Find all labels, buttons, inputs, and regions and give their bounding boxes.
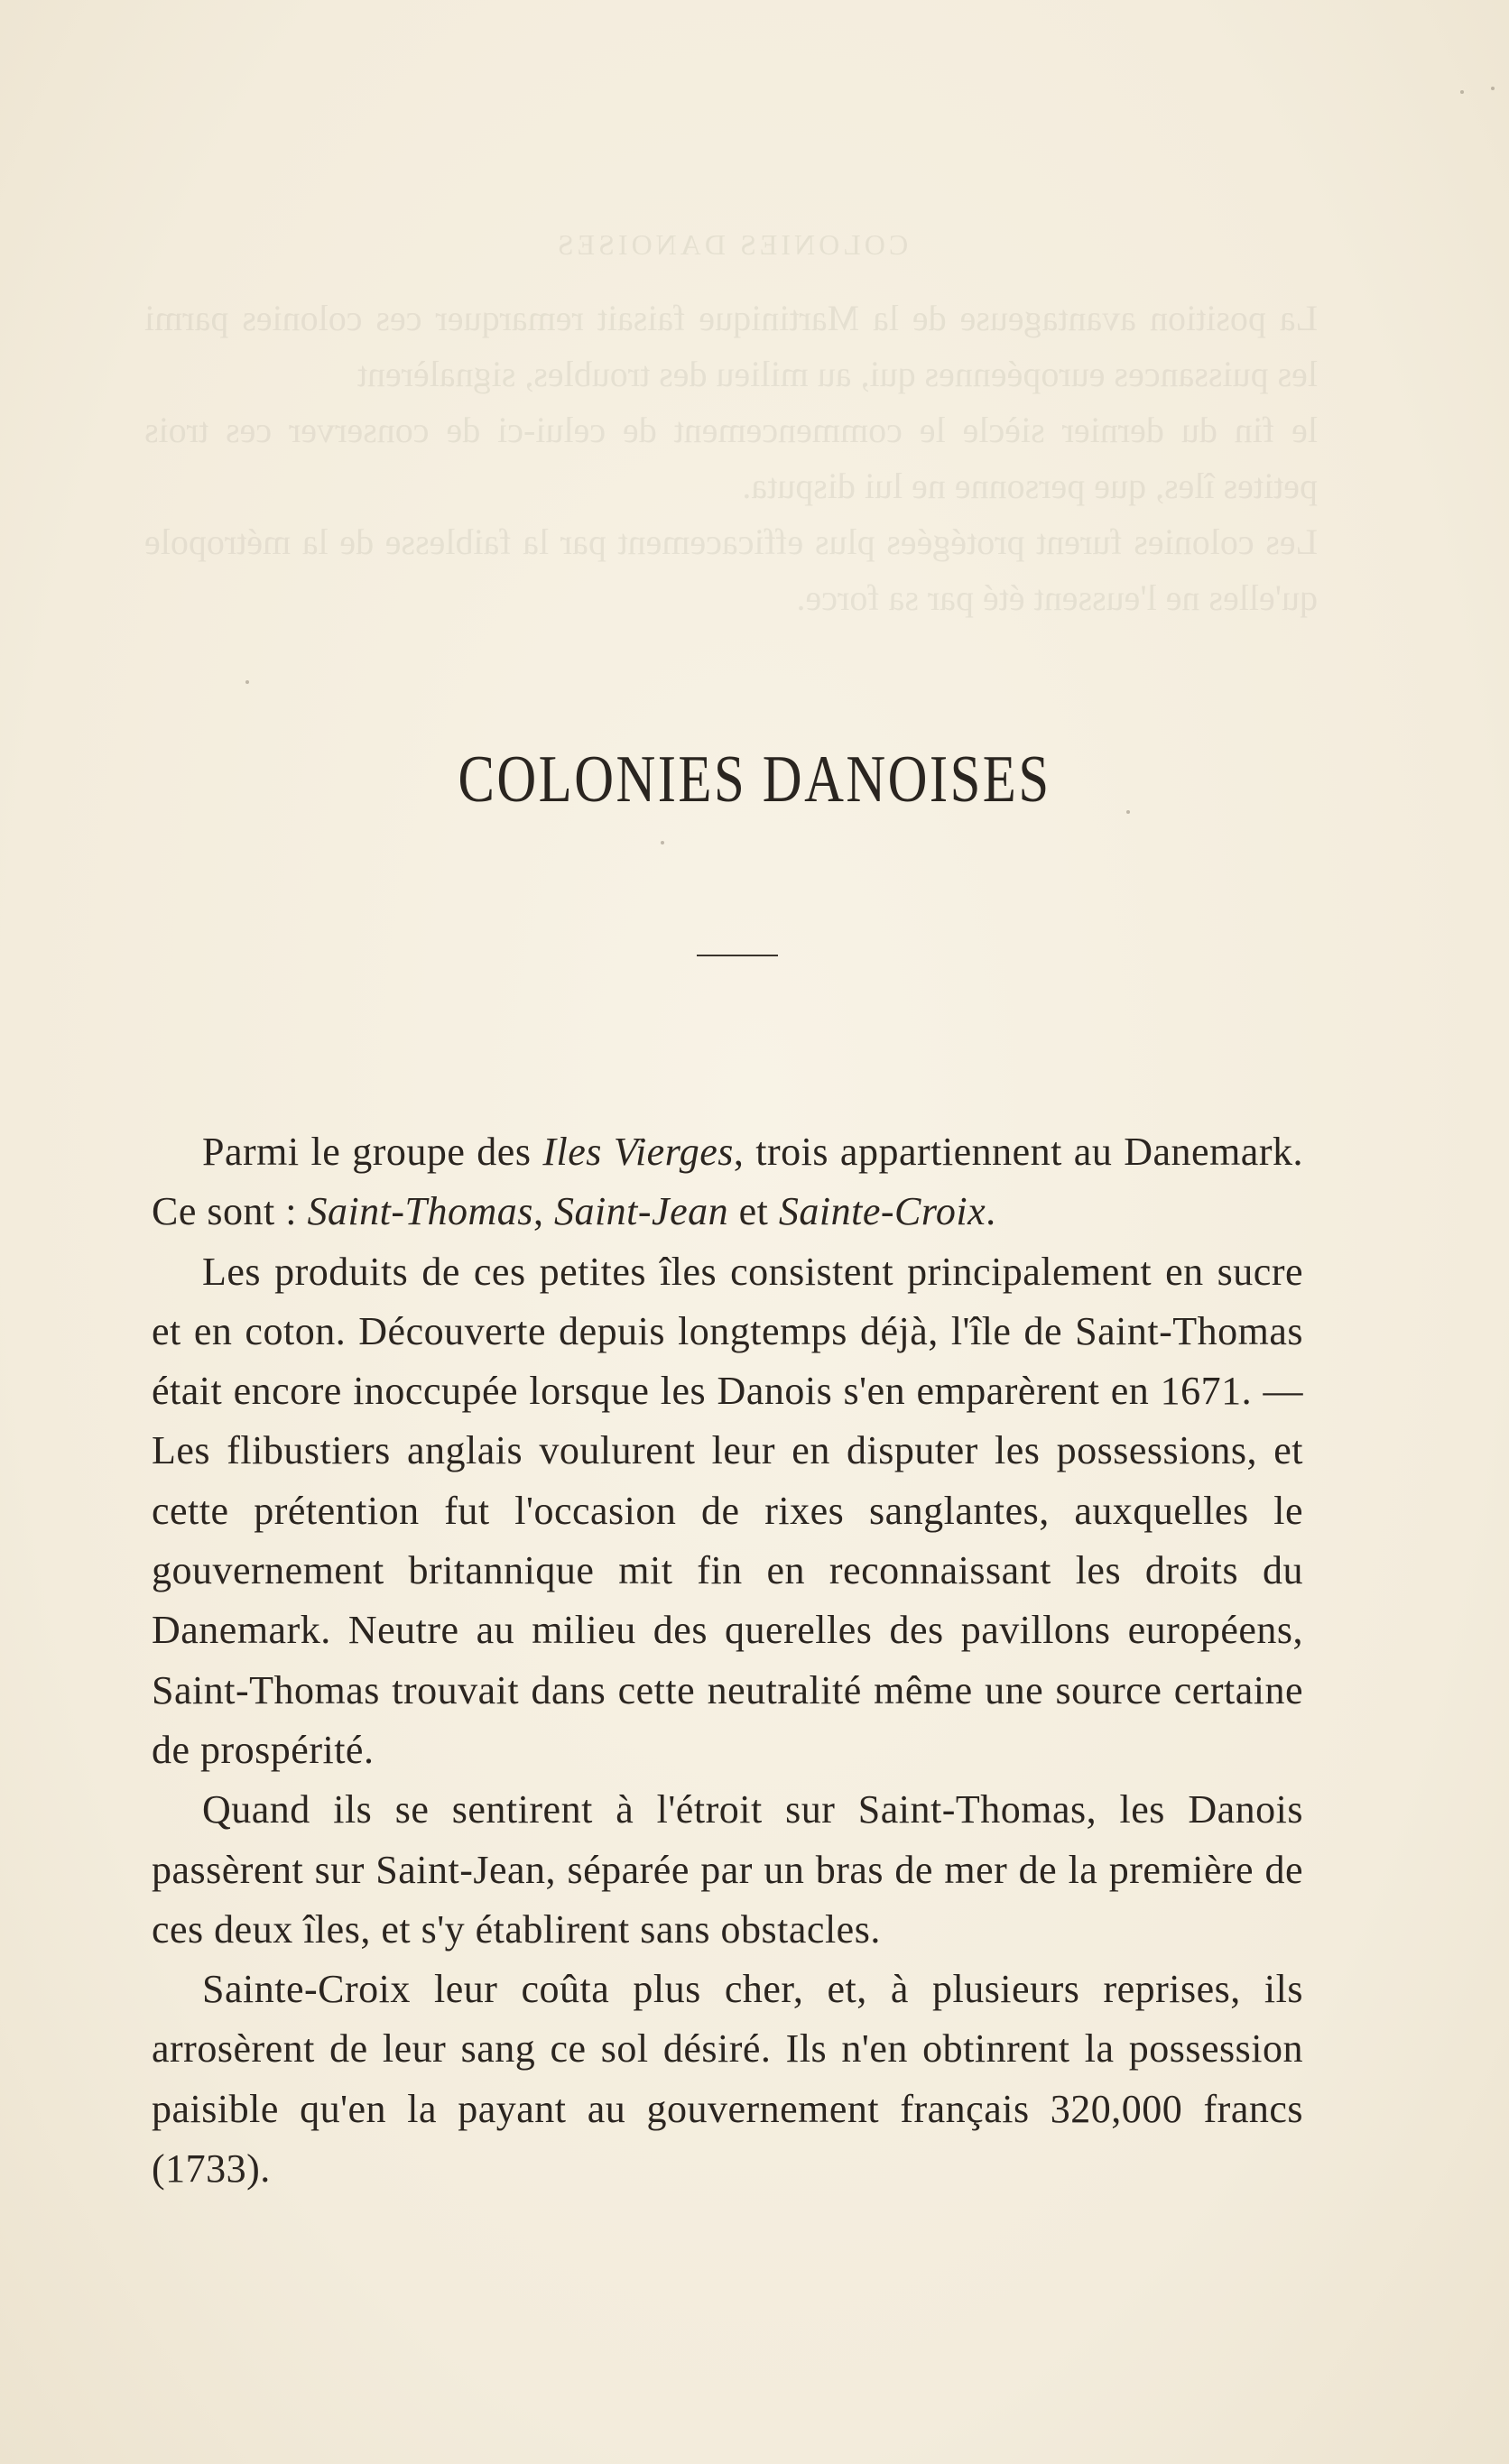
- paragraph-text: et: [728, 1189, 779, 1234]
- paragraph-text: , trois appartiennent au Danemark. Ce sont :: [152, 1130, 1303, 1234]
- paragraph-text: .: [986, 1189, 996, 1234]
- paragraph-text: Les produits de ces petites îles consistent principalement en sucre et en coton. Découverte depuis longtemps déjà, l'île de Saint-Thomas était encore inoccupée lorsque les Danois s'en emparèrent en 1671. — Les flibustiers anglais voulurent leur en disputer les possessions, et cette prétention fut l'occasion de rixes sanglantes, auxquelles le gouvernement britannique mit fin en reconnaissant les droits du Danemark. Neutre au milieu des querelles des pavillons européens, Saint-Thomas trouvait dans cette neutralité même une source certaine de prospérité.: [152, 1249, 1303, 1772]
- paper-speck: [1491, 87, 1495, 90]
- paragraph-text: ,: [532, 1189, 554, 1234]
- chapter-body: [152, 1122, 1303, 2199]
- paper-speck: [661, 841, 664, 844]
- paragraph: [152, 1960, 1303, 2199]
- italic-place-name: Sainte-Croix: [778, 1189, 986, 1234]
- italic-place-name: Iles Vierges: [542, 1130, 734, 1174]
- bleed-through-line: Les colonies furent protégées plus efficacement par la faiblesse de la métropole qu'elles ne l'eussent été par sa force.: [144, 521, 1318, 618]
- paragraph-text: Sainte-Croix leur coûta plus cher, et, à plusieurs reprises, ils arrosèrent de leur sang ce sol désiré. Ils n'en obtinrent la possession paisible qu'en la payant au gouvernement français 320,000 francs (1733).: [152, 1967, 1303, 2192]
- italic-place-name: Saint-Thomas: [307, 1189, 533, 1234]
- paragraph: [152, 1780, 1303, 1960]
- paper-speck: [1126, 810, 1130, 814]
- bleed-through-line: le fin du dernier siècle le commencement de celui-ci de conserver ces trois petites îles, que personne ne lui disputa.: [144, 410, 1318, 506]
- italic-place-name: Saint-Jean: [553, 1189, 729, 1234]
- paper-speck: [1460, 90, 1464, 94]
- paragraph-text: Quand ils se sentirent à l'étroit sur Saint-Thomas, les Danois passèrent sur Saint-Jean, séparée par un bras de mer de la première de ces deux îles, et s'y établirent sans obstacles.: [152, 1787, 1303, 1952]
- bleed-through-header: COLONIES DANOISES: [553, 228, 909, 261]
- paragraph: [152, 1122, 1303, 1242]
- paragraph-text: Parmi le groupe des: [202, 1130, 543, 1174]
- bleed-through-line: La position avantageuse de la Martinique faisait remarquer ces colonies parmi les puissances européennes qui, au milieu des troubles, signalèrent: [144, 298, 1318, 394]
- chapter-title: COLONIES DANOISES: [458, 743, 1051, 817]
- paragraph: [152, 1242, 1303, 1781]
- paper-speck: [245, 680, 249, 684]
- title-divider-rule: [697, 955, 778, 956]
- bleed-through-text: [144, 217, 1318, 626]
